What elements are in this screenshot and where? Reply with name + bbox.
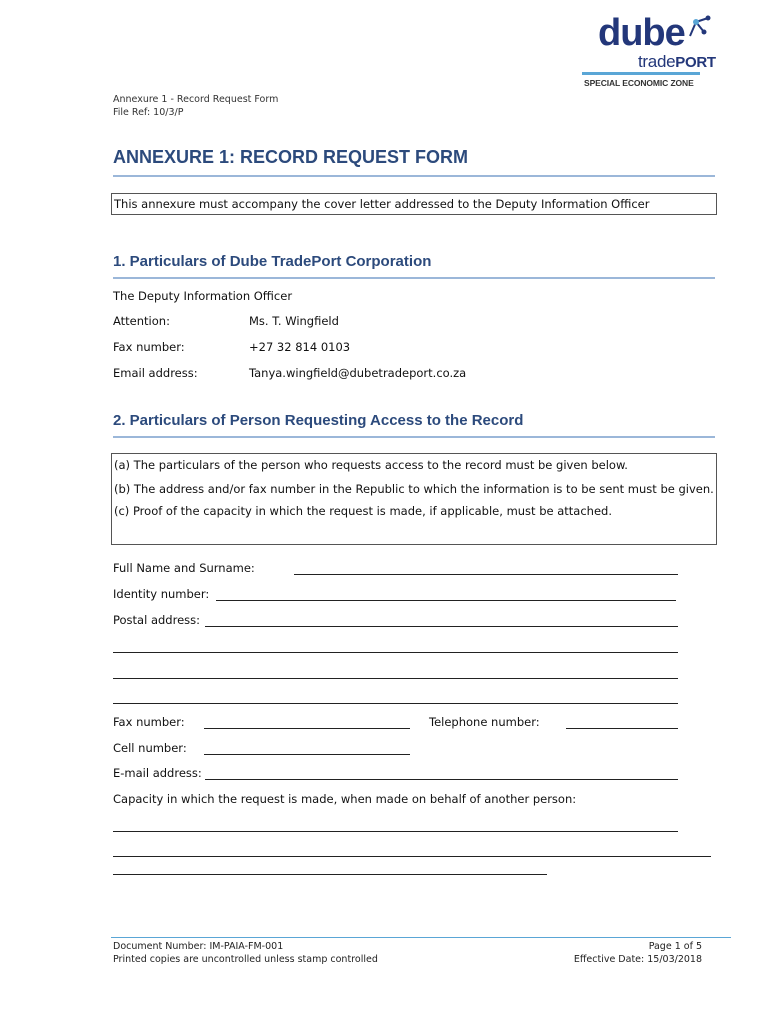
header-file-ref: File Ref: 10/3/P: [113, 107, 184, 118]
telephone-field[interactable]: [566, 728, 678, 729]
requester-fax-label: Fax number:: [113, 715, 185, 729]
section2-heading: 2. Particulars of Person Requesting Access to the Record: [113, 412, 524, 429]
company-logo: [580, 12, 720, 92]
intro-box: [111, 193, 717, 215]
deputy-officer-line: The Deputy Information Officer: [113, 289, 293, 303]
requester-fax-field[interactable]: [204, 728, 410, 729]
requester-email-field[interactable]: [205, 779, 678, 780]
note-a: (a) The particulars of the person who requests access to the record must be given below.: [114, 458, 628, 472]
fax-value: +27 32 814 0103: [249, 340, 351, 354]
logo-tagline: SPECIAL ECONOMIC ZONE: [584, 78, 694, 88]
telephone-label: Telephone number:: [429, 715, 540, 729]
header-annexure-ref: Annexure 1 - Record Request Form: [113, 94, 279, 105]
requester-notes-box: [111, 453, 717, 545]
logo-wordmark-dube: dube: [598, 12, 685, 54]
capacity-field-line-3[interactable]: [113, 874, 547, 875]
attention-label: Attention:: [113, 314, 170, 328]
logo-wordmark-tradeport: tradePORT: [638, 52, 716, 71]
footer-rule: [111, 937, 731, 938]
postal-field-line-3[interactable]: [113, 678, 678, 679]
capacity-field-line-2[interactable]: [113, 856, 711, 857]
note-b: (b) The address and/or fax number in the Republic to which the information is to be sent must be given.: [114, 482, 714, 496]
cell-field[interactable]: [204, 754, 410, 755]
email-value: Tanya.wingfield@dubetradeport.co.za: [249, 366, 467, 380]
logo-network-icon: [684, 12, 714, 42]
note-c: (c) Proof of the capacity in which the request is made, if applicable, must be attached.: [114, 504, 612, 518]
capacity-label: Capacity in which the request is made, when made on behalf of another person:: [113, 792, 577, 806]
capacity-field-line-1[interactable]: [113, 831, 678, 832]
footer-page-number: Page 1 of 5: [648, 941, 702, 952]
attention-value: Ms. T. Wingfield: [249, 314, 339, 328]
email-label: Email address:: [113, 366, 198, 380]
footer-doc-number: Document Number: IM-PAIA-FM-001: [113, 941, 284, 952]
postal-field-line-2[interactable]: [113, 652, 678, 653]
title-rule: [113, 175, 715, 177]
intro-text: This annexure must accompany the cover letter addressed to the Deputy Information Officer: [114, 197, 650, 211]
section1-heading: 1. Particulars of Dube TradePort Corporation: [113, 253, 432, 270]
page-title: ANNEXURE 1: RECORD REQUEST FORM: [113, 147, 469, 167]
full-name-field[interactable]: [294, 574, 678, 575]
fax-label: Fax number:: [113, 340, 185, 354]
section2-rule: [113, 436, 715, 438]
section1-rule: [113, 277, 715, 279]
identity-field[interactable]: [216, 600, 676, 601]
identity-label: Identity number:: [113, 587, 210, 601]
full-name-label: Full Name and Surname:: [113, 561, 255, 575]
logo-bar: [582, 72, 700, 75]
postal-field-line-4[interactable]: [113, 703, 678, 704]
requester-email-label: E-mail address:: [113, 766, 202, 780]
postal-label: Postal address:: [113, 613, 201, 627]
footer-printed-note: Printed copies are uncontrolled unless stamp controlled: [113, 954, 378, 965]
cell-label: Cell number:: [113, 741, 187, 755]
footer-effective-date: Effective Date: 15/03/2018: [573, 954, 702, 965]
postal-field-line-1[interactable]: [205, 626, 678, 627]
